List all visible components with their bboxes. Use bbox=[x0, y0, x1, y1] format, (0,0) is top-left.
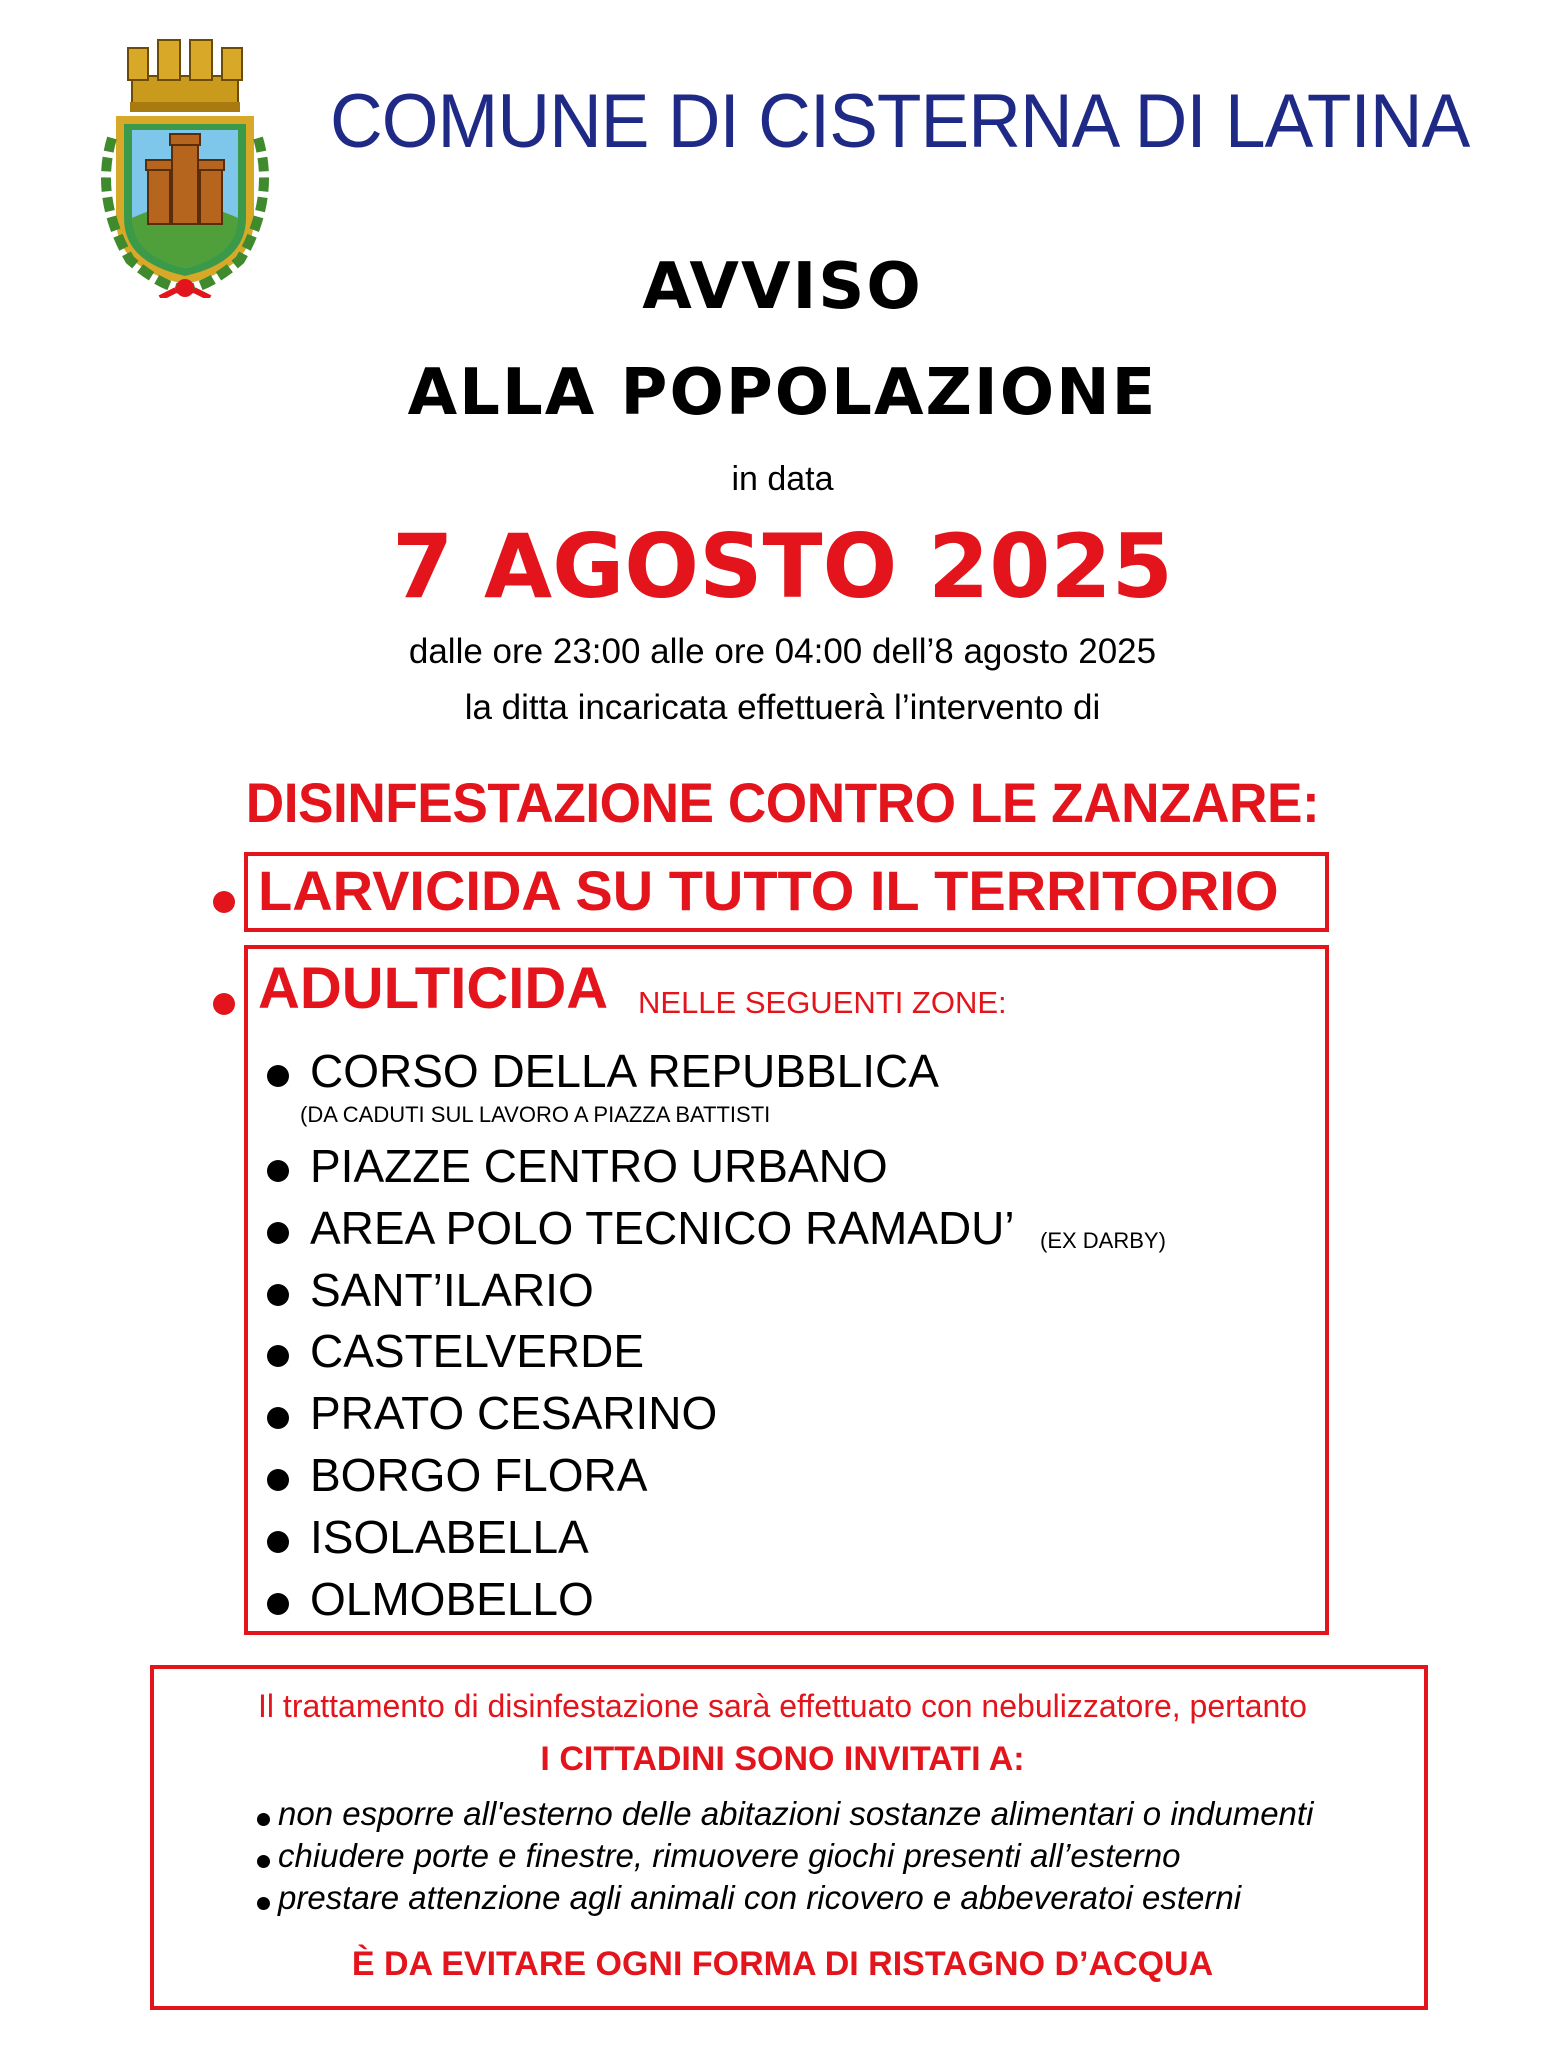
municipality-title: COMUNE DI CISTERNA DI LATINA bbox=[330, 79, 1470, 164]
bullet-icon bbox=[267, 1160, 289, 1182]
intervention-description: la ditta incaricata effettuerà l’intervento di bbox=[464, 688, 1101, 727]
bullet-icon bbox=[267, 1284, 289, 1306]
zone-name: OLMOBELLO bbox=[310, 1573, 594, 1625]
bullet-icon bbox=[267, 1345, 289, 1367]
bullet-icon bbox=[267, 1222, 289, 1244]
crown-icon bbox=[128, 40, 242, 112]
recommendation-item: prestare attenzione agli animali con ricovero e abbeveratoi esterni bbox=[278, 1879, 1242, 1916]
advisory-heading: I CITTADINI SONO INVITATI A: bbox=[540, 1740, 1025, 1778]
date-prefix: in data bbox=[731, 460, 834, 498]
zone-name: AREA POLO TECNICO RAMADU’ bbox=[310, 1202, 1015, 1254]
zone-name: PRATO CESARINO bbox=[310, 1387, 718, 1439]
notice-title: AVVISO bbox=[642, 250, 923, 324]
recommendation-item: chiudere porte e finestre, rimuovere giochi presenti all’esterno bbox=[278, 1837, 1181, 1874]
recommendation-item: non esporre all'esterno delle abitazioni sostanze alimentari o indumenti bbox=[278, 1795, 1314, 1832]
zone-name: SANT’ILARIO bbox=[310, 1264, 594, 1316]
zone-name: CASTELVERDE bbox=[310, 1325, 645, 1377]
zone-note: (EX DARBY) bbox=[1040, 1228, 1166, 1253]
zone-name: PIAZZE CENTRO URBANO bbox=[310, 1140, 888, 1192]
adulticide-label: ADULTICIDA bbox=[258, 956, 609, 1021]
zone-name: ISOLABELLA bbox=[310, 1511, 589, 1563]
zone-note: (DA CADUTI SUL LAVORO A PIAZZA BATTISTI bbox=[300, 1102, 771, 1127]
bullet-icon bbox=[257, 1897, 270, 1910]
notice-subtitle: ALLA POPOLAZIONE bbox=[407, 356, 1158, 430]
bullet-icon bbox=[267, 1407, 289, 1429]
zone-name: BORGO FLORA bbox=[310, 1449, 648, 1501]
adulticide-qualifier: NELLE SEGUENTI ZONE: bbox=[638, 985, 1007, 1020]
event-date: 7 AGOSTO 2025 bbox=[392, 515, 1173, 618]
time-range: dalle ore 23:00 alle ore 04:00 dell’8 agosto 2025 bbox=[408, 632, 1157, 671]
bullet-icon bbox=[213, 891, 235, 913]
advisory-warning: È DA EVITARE OGNI FORMA DI RISTAGNO D’ACQUA bbox=[351, 1945, 1214, 1983]
larvicide-label: LARVICIDA SU TUTTO IL TERRITORIO bbox=[258, 859, 1279, 922]
bullet-icon bbox=[213, 993, 235, 1015]
bullet-icon bbox=[257, 1813, 270, 1826]
bullet-icon bbox=[267, 1593, 289, 1615]
bullet-icon bbox=[267, 1531, 289, 1553]
treatment-title: DISINFESTAZIONE CONTRO LE ZANZARE: bbox=[245, 771, 1320, 834]
bullet-icon bbox=[267, 1065, 289, 1087]
bullet-icon bbox=[257, 1855, 270, 1868]
zone-name: CORSO DELLA REPUBBLICA bbox=[310, 1045, 939, 1097]
advisory-intro: Il trattamento di disinfestazione sarà effettuato con nebulizzatore, pertanto bbox=[258, 1688, 1307, 1724]
bullet-icon bbox=[267, 1469, 289, 1491]
